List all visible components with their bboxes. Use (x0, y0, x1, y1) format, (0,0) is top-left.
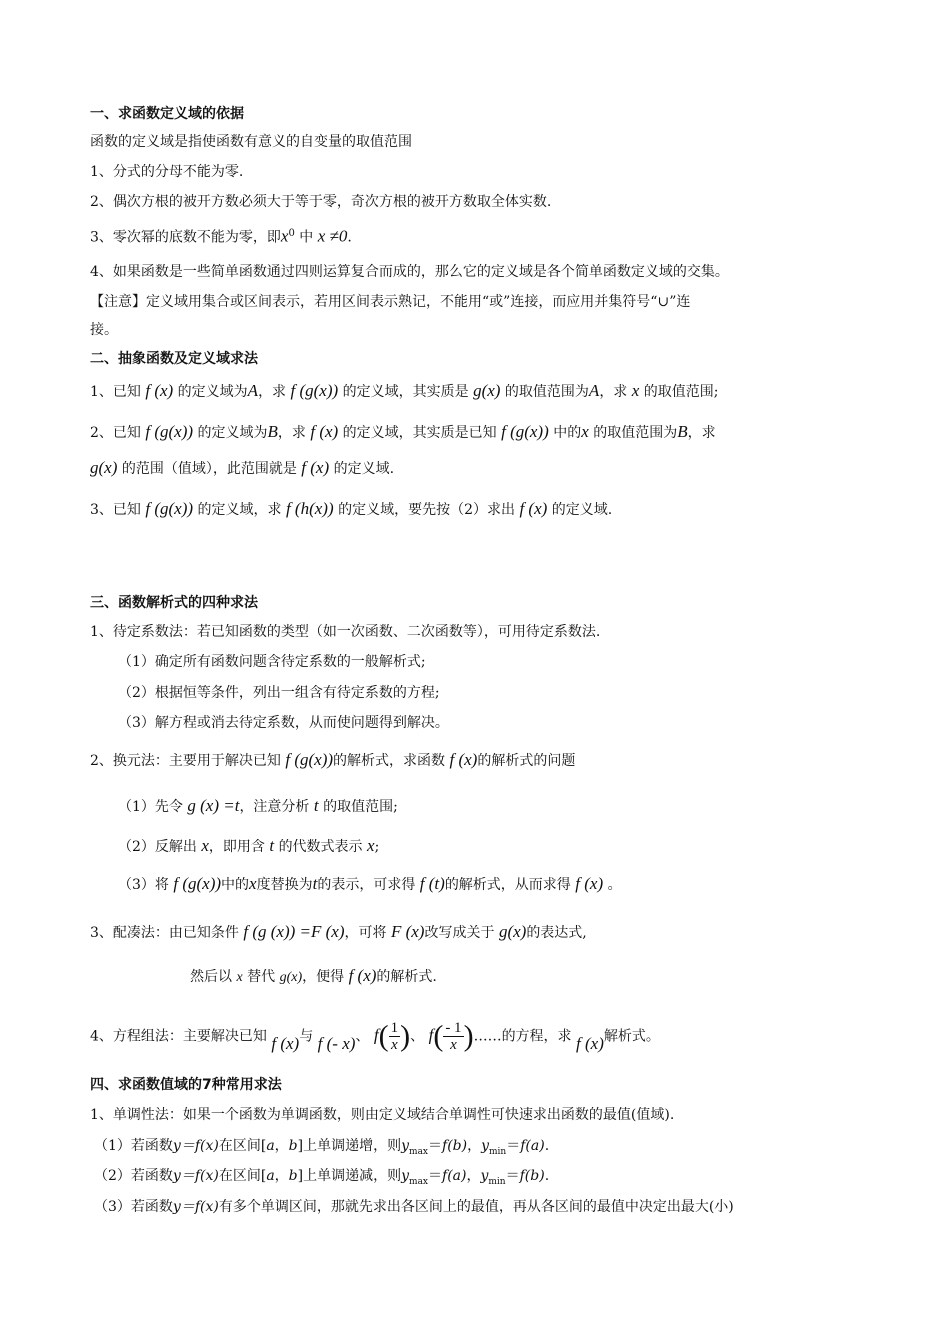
method-1: 1、待定系数法：若已知函数的类型（如一次函数、二次函数等），可用待定系数法. (90, 624, 601, 640)
abstract-item-1: 1、已知 f (x) 的定义域为A，求 f (g(x)) 的定义域，其实质是 g(x) 的取值范围为A，求 x 的取值范围; (90, 381, 719, 400)
section-heading-expression: 三、函数解析式的四种求法 (90, 595, 258, 611)
rule-1: 1、分式的分母不能为零. (90, 164, 244, 180)
method-2-step-2: （2）反解出 x，即用含 t 的代数式表示 x; (118, 836, 380, 855)
rule-2: 2、偶次方根的被开方数必须大于等于零，奇次方根的被开方数取全体实数. (90, 194, 552, 210)
abstract-item-2-cont: g(x) 的范围（值域），此范围就是 f (x) 的定义域. (90, 458, 395, 477)
abstract-item-3: 3、已知 f (g(x)) 的定义域，求 f (h(x)) 的定义域，要先按（2）求出 f (x) 的定义域. (90, 499, 613, 518)
method-1-step-1: （1）确定所有函数问题含待定系数的一般解析式; (118, 654, 426, 670)
section-heading-domain: 一、求函数定义域的依据 (90, 106, 244, 122)
note-line-2: 接。 (90, 322, 118, 338)
range-case-2: （2）若函数y＝f(x)在区间[a，b]上单调递减，则$y_{max}=f(a)$，$y_{min}=f(b)$. (94, 1168, 550, 1187)
fraction-neg-one-over-x: $\frac{- 1}{x}$ (445, 1020, 462, 1053)
abstract-item-2: 2、已知 f (g(x)) 的定义域为B，求 f (x) 的定义域，其实质是已知 f (g(x)) 中的x 的取值范围为B，求 (90, 422, 716, 441)
section-heading-range: 四、求函数值域的7种常用求法 (90, 1077, 282, 1093)
method-3-cont: 然后以 x 替代 g(x)，便得 f (x)的解析式. (190, 966, 437, 985)
note-line-1: 【注意】定义域用集合或区间表示，若用区间表示熟记，不能用“或”连接，而应用并集符号“∪”连 (90, 294, 691, 310)
method-1-step-3: （3）解方程或消去待定系数，从而使问题得到解决。 (118, 715, 449, 731)
method-2-step-3: （3）将 f (g(x))中的x度替换为t的表示，可求得 f (t)的解析式，从而求得 f (x) 。 (118, 874, 622, 893)
range-case-3: （3）若函数y＝f(x)有多个单调区间，那就先求出各区间上的最值，再从各区间的最值中决定出最大(小) (94, 1199, 734, 1215)
section-heading-abstract: 二、抽象函数及定义域求法 (90, 351, 258, 367)
range-method-1: 1、单调性法：如果一个函数为单调函数，则由定义域结合单调性可快速求出函数的最值(值域). (90, 1107, 675, 1123)
rule-4: 4、如果函数是一些简单函数通过四则运算复合而成的，那么它的定义域是各个简单函数定义域的交集。 (90, 264, 729, 280)
range-case-1: （1）若函数y＝f(x)在区间[a，b]上单调递增，则$y_{max}=f(b)$，$y_{min}=f(a)$. (94, 1138, 550, 1157)
paragraph: 函数的定义域是指使函数有意义的自变量的取值范围 (90, 134, 412, 150)
method-2: 2、换元法：主要用于解决已知 f (g(x))的解析式，求函数 f (x)的解析式的问题 (90, 750, 576, 769)
rule-3: 3、零次幂的底数不能为零，即$x^0$ 中 x ≠0. (90, 226, 352, 246)
method-3: 3、配凑法：由已知条件 f (g (x)) =F (x)，可将 F (x)改写成关于 g(x)的表达式, (90, 922, 587, 941)
method-1-step-2: （2）根据恒等条件，列出一组含有待定系数的方程; (118, 685, 440, 701)
fraction-one-over-x: $\frac{1}{x}$ (390, 1020, 399, 1053)
method-2-step-1: （1）先令 g (x) =t，注意分析 t 的取值范围; (118, 796, 398, 815)
method-4: 4、方程组法：主要解决已知 f (x)与 f (- x)、 f( $\frac{1}{x}$ )、 f( $\frac{- 1}{x}$ )……的方程，求 f (x)解析式。 (90, 1019, 660, 1053)
